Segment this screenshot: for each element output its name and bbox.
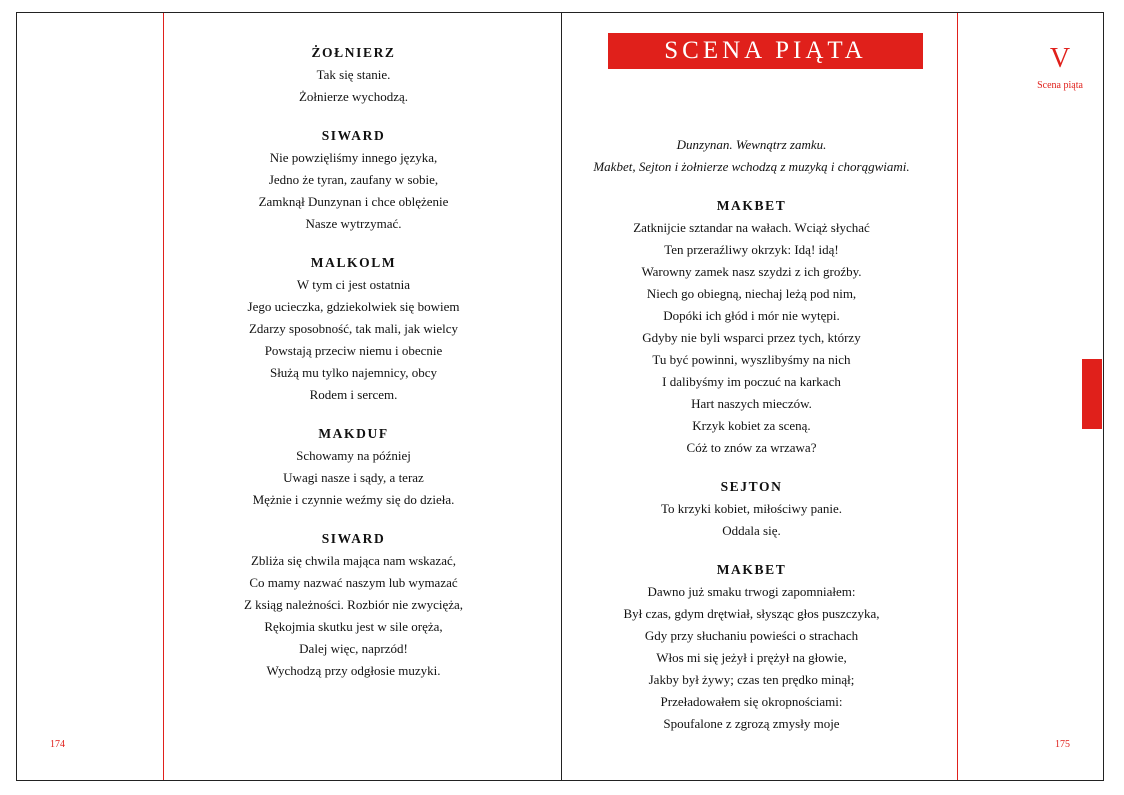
direction-line: Dunzynan. Wewnątrz zamku.: [676, 137, 827, 152]
act-subtitle: Scena piąta: [1037, 80, 1083, 91]
speaker-name: SEJTON: [720, 479, 783, 494]
speech-block: [163, 252, 544, 406]
verse-line: Niech go obiegną, niechaj leżą pod nim,: [646, 286, 857, 301]
verse-line: Dopóki ich głód i mór nie wytępi.: [663, 308, 840, 323]
verse-line: Z ksiąg należności. Rozbiór nie zwycięża,: [243, 597, 464, 612]
verse-line: Nie powzięliśmy innego języka,: [269, 150, 438, 165]
verse-line: Mężnie i czynnie weźmy się do dzieła.: [252, 492, 455, 507]
act-numeral: V: [1049, 43, 1071, 74]
verse-line: Zatknijcie sztandar na wałach. Wciąż słychać: [633, 220, 870, 235]
verse-line: W tym ci jest ostatnia: [296, 277, 411, 292]
verse-line: Rękojmia skutku jest w sile oręża,: [264, 619, 443, 634]
verse-line: Gdyby nie byli wsparci przez tych, którzy: [642, 330, 861, 345]
verse-line: Ten przeraźliwy okrzyk: Idą! idą!: [664, 242, 839, 257]
left-page-text: [163, 42, 544, 682]
verse-line: Uwagi nasze i sądy, a teraz: [283, 470, 424, 485]
speech-block: [562, 559, 941, 735]
speaker-name: MALKOLM: [310, 255, 397, 270]
verse-line: Jedno że tyran, zaufany w sobie,: [268, 172, 439, 187]
verse-line: Był czas, gdym drętwiał, słysząc głos puszczyka,: [623, 606, 880, 621]
verse-line: Przeładowałem się okropnościami:: [660, 694, 843, 709]
verse-line: Warowny zamek nasz szydzi z ich groźby.: [641, 264, 862, 279]
verse-line: Co mamy nazwać naszym lub wymazać: [249, 575, 458, 590]
speaker-name: MAKBET: [716, 198, 787, 213]
scene-title-banner: SCENA PIĄTA: [608, 33, 923, 69]
verse-line: Zdarzy sposobność, tak mali, jak wielcy: [248, 321, 459, 336]
speaker-name: SIWARD: [321, 128, 386, 143]
speech-block: [562, 195, 941, 459]
verse-line: Jego ucieczka, gdziekolwiek się bowiem: [247, 299, 460, 314]
direction-line: Makbet, Sejton i żołnierze wchodzą z muzyką i chorągwiami.: [593, 159, 910, 174]
verse-line: Schowamy na później: [296, 448, 411, 463]
speech-block: [163, 423, 544, 511]
speaker-name: MAKDUF: [318, 426, 389, 441]
speaker-name: SIWARD: [321, 531, 386, 546]
right-margin-rule: [957, 13, 958, 780]
verse-line: Włos mi się jeżył i prężył na głowie,: [656, 650, 847, 665]
verse-line: Oddala się.: [722, 523, 781, 538]
verse-line: Gdy przy słuchaniu powieści o strachach: [644, 628, 859, 643]
verse-line: Zbliża się chwila mająca nam wskazać,: [250, 553, 456, 568]
verse-line: Tak się stanie.: [316, 67, 391, 82]
verse-line: Hart naszych mieczów.: [691, 396, 812, 411]
speech-block: [163, 125, 544, 235]
speech-block: [163, 42, 544, 108]
stage-direction: Żołnierze wychodzą.: [298, 89, 408, 104]
verse-line: I dalibyśmy im poczuć na karkach: [662, 374, 841, 389]
chapter-thumb-tab: [1082, 359, 1102, 429]
page-number-left: 174: [50, 739, 65, 750]
verse-line: Dawno już smaku trwogi zapomniałem:: [647, 584, 856, 599]
stage-direction: Wychodzą przy odgłosie muzyki.: [266, 663, 441, 678]
verse-line: Jakby był żywy; czas ten prędko minął;: [648, 672, 855, 687]
verse-line: Dalej więc, naprzód!: [299, 641, 408, 656]
page-number-right: 175: [1055, 739, 1070, 750]
verse-line: Zamknął Dunzynan i chce oblężenie: [258, 194, 449, 209]
verse-line: Powstają przeciw niemu i obecnie: [264, 343, 443, 358]
verse-line: Służą mu tylko najemnicy, obcy: [269, 365, 438, 380]
opening-stage-direction: [562, 134, 941, 178]
verse-line: Rodem i sercem.: [309, 387, 398, 402]
verse-line: Cóż to znów za wrzawa?: [686, 440, 817, 455]
speech-block: [562, 476, 941, 542]
speech-block: [163, 528, 544, 682]
verse-line: Krzyk kobiet za sceną.: [692, 418, 811, 433]
verse-line: Tu być powinni, wyszlibyśmy na nich: [652, 352, 851, 367]
verse-line: To krzyki kobiet, miłościwy panie.: [660, 501, 843, 516]
right-page-text: [562, 134, 941, 735]
speaker-name: MAKBET: [716, 562, 787, 577]
verse-line: Spoufalone z zgrozą zmysły moje: [663, 716, 840, 731]
verse-line: Nasze wytrzymać.: [305, 216, 402, 231]
speaker-name: ŻOŁNIERZ: [311, 45, 396, 60]
